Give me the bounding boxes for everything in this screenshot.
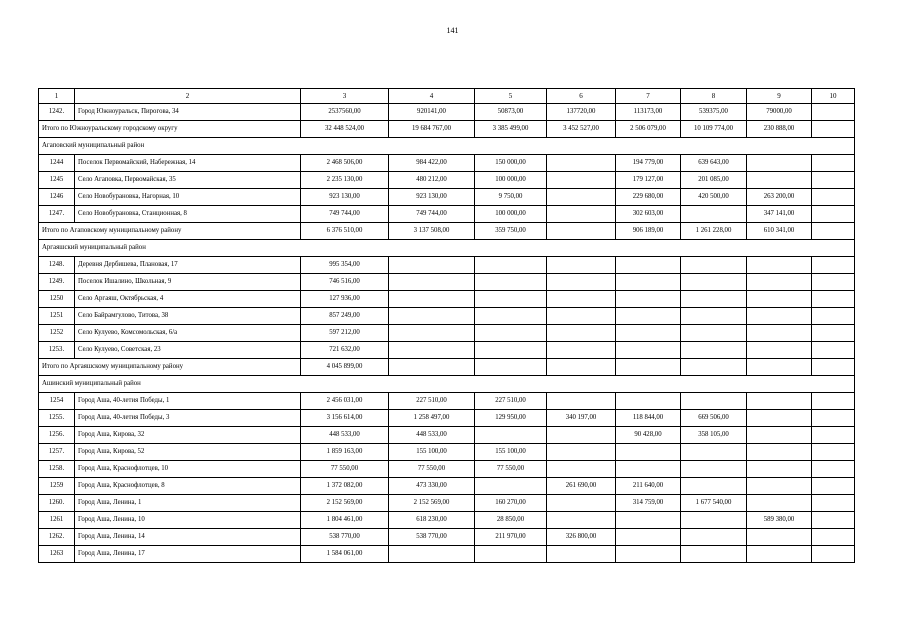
value-cell [812,291,855,308]
value-cell: 589 380,00 [747,512,812,529]
table-row [39,478,855,495]
table-row [39,206,855,223]
value-cell [812,478,855,495]
value-cell [681,308,747,325]
row-number: 1253. [39,342,75,359]
total-row [39,359,855,376]
value-cell [475,308,547,325]
row-number: 1254 [39,393,75,410]
value-cell [812,274,855,291]
value-cell [812,410,855,427]
value-cell: 923 130,00 [301,189,389,206]
value-cell: 597 212,00 [301,325,389,342]
address-cell: Город Аша, Ленина, 10 [75,512,301,529]
value-cell [389,291,475,308]
address-cell: Город Южноуральск, Пирогова, 34 [75,104,301,121]
value-cell: 749 744,00 [389,206,475,223]
address-cell: Город Аша, Кирова, 52 [75,444,301,461]
value-cell [547,342,616,359]
value-cell: 129 950,00 [475,410,547,427]
value-cell [747,342,812,359]
value-cell: 194 779,00 [616,155,681,172]
section-row [39,240,855,257]
column-header: 5 [475,89,547,104]
value-cell [616,461,681,478]
value-cell [747,155,812,172]
total-label: Итого по Южноуральскому городскому округу [39,121,301,138]
value-cell: 227 510,00 [389,393,475,410]
value-cell: 90 428,00 [616,427,681,444]
value-cell [812,342,855,359]
address-cell: Поселок Первомайский, Набережная, 14 [75,155,301,172]
column-header: 9 [747,89,812,104]
value-cell: 50873,00 [475,104,547,121]
value-cell: 77 550,00 [389,461,475,478]
value-cell [547,291,616,308]
value-cell [747,444,812,461]
value-cell [547,325,616,342]
value-cell [681,257,747,274]
value-cell [681,325,747,342]
value-cell: 2 468 506,00 [301,155,389,172]
value-cell [389,546,475,563]
value-cell [812,325,855,342]
value-cell [389,342,475,359]
value-cell [475,546,547,563]
value-cell: 2 235 130,00 [301,172,389,189]
value-cell [747,546,812,563]
value-cell [547,223,616,240]
table-row [39,172,855,189]
value-cell: 10 109 774,00 [681,121,747,138]
row-number: 1244 [39,155,75,172]
value-cell [547,359,616,376]
value-cell: 610 341,00 [747,223,812,240]
value-cell [681,478,747,495]
value-cell: 77 550,00 [301,461,389,478]
value-cell: 347 141,00 [747,206,812,223]
value-cell [475,291,547,308]
row-number: 1247. [39,206,75,223]
value-cell [812,223,855,240]
value-cell: 2 152 569,00 [301,495,389,512]
value-cell [547,308,616,325]
value-cell: 2537560,00 [301,104,389,121]
address-cell: Город Аша, Кирова, 32 [75,427,301,444]
value-cell: 340 197,00 [547,410,616,427]
value-cell [475,274,547,291]
value-cell [812,529,855,546]
table-row [39,427,855,444]
value-cell [547,427,616,444]
value-cell [681,461,747,478]
value-cell [547,206,616,223]
value-cell: 227 510,00 [475,393,547,410]
value-cell: 3 137 508,00 [389,223,475,240]
value-cell: 314 759,00 [616,495,681,512]
value-cell: 746 516,00 [301,274,389,291]
column-header: 7 [616,89,681,104]
address-cell: Город Аша, 40-летия Победы, 3 [75,410,301,427]
value-cell: 1 372 082,00 [301,478,389,495]
value-cell: 160 270,00 [475,495,547,512]
value-cell [747,529,812,546]
value-cell: 79000,00 [747,104,812,121]
value-cell: 211 970,00 [475,529,547,546]
value-cell [747,325,812,342]
value-cell: 100 000,00 [475,206,547,223]
value-cell [547,495,616,512]
value-cell [812,427,855,444]
value-cell: 721 632,00 [301,342,389,359]
value-cell [616,444,681,461]
value-cell [475,359,547,376]
value-cell: 6 376 510,00 [301,223,389,240]
value-cell [747,172,812,189]
value-cell: 229 680,00 [616,189,681,206]
address-cell: Село Новобурановка, Станционная, 8 [75,206,301,223]
value-cell [616,308,681,325]
value-cell: 1 261 228,00 [681,223,747,240]
row-number: 1261 [39,512,75,529]
value-cell: 1 804 461,00 [301,512,389,529]
value-cell: 155 100,00 [389,444,475,461]
value-cell: 211 640,00 [616,478,681,495]
section-row [39,138,855,155]
value-cell [547,257,616,274]
value-cell: 155 100,00 [475,444,547,461]
value-cell [389,359,475,376]
row-number: 1251 [39,308,75,325]
address-cell: Село Аргаяш, Октябрьская, 4 [75,291,301,308]
value-cell [547,461,616,478]
value-cell: 1 258 497,00 [389,410,475,427]
column-header: 10 [812,89,855,104]
table-row [39,308,855,325]
value-cell: 359 750,00 [475,223,547,240]
value-cell: 100 000,00 [475,172,547,189]
value-cell: 230 888,00 [747,121,812,138]
table-header-row [39,89,855,104]
value-cell: 639 643,00 [681,155,747,172]
value-cell [681,512,747,529]
value-cell [475,342,547,359]
value-cell [812,444,855,461]
value-cell [616,325,681,342]
value-cell: 9 750,00 [475,189,547,206]
value-cell: 538 770,00 [301,529,389,546]
value-cell: 2 456 031,00 [301,393,389,410]
row-number: 1245 [39,172,75,189]
value-cell [389,308,475,325]
value-cell [747,308,812,325]
value-cell [389,257,475,274]
value-cell: 1 584 061,00 [301,546,389,563]
table-row [39,291,855,308]
value-cell: 127 936,00 [301,291,389,308]
value-cell [547,189,616,206]
value-cell [389,274,475,291]
total-label: Итого по Аргаяшскому муниципальному району [39,359,301,376]
table-row [39,257,855,274]
row-number: 1242. [39,104,75,121]
row-number: 1256. [39,427,75,444]
row-number: 1259 [39,478,75,495]
table-row [39,461,855,478]
value-cell: 984 422,00 [389,155,475,172]
value-cell: 302 603,00 [616,206,681,223]
value-cell: 2 506 079,00 [616,121,681,138]
table-row [39,104,855,121]
value-cell: 906 189,00 [616,223,681,240]
value-cell [747,393,812,410]
value-cell [616,274,681,291]
value-cell: 201 085,00 [681,172,747,189]
row-number: 1250 [39,291,75,308]
address-cell: Село Агаповка, Первомайская, 35 [75,172,301,189]
value-cell [681,274,747,291]
address-cell: Село Кулуево, Советская, 23 [75,342,301,359]
value-cell [812,257,855,274]
value-cell: 473 330,00 [389,478,475,495]
value-cell: 618 230,00 [389,512,475,529]
value-cell [681,546,747,563]
table-row [39,274,855,291]
section-title: Аргаяшский муниципальный район [39,240,855,257]
table-row [39,342,855,359]
address-cell: Город Аша, Ленина, 17 [75,546,301,563]
row-number: 1260. [39,495,75,512]
address-cell: Город Аша, Краснофлотцев, 8 [75,478,301,495]
value-cell [616,393,681,410]
value-cell [475,427,547,444]
value-cell [681,529,747,546]
table-row [39,393,855,410]
page-number: 141 [446,26,459,35]
data-table [38,88,855,563]
row-number: 1252 [39,325,75,342]
total-row [39,121,855,138]
value-cell [812,189,855,206]
column-header: 6 [547,89,616,104]
value-cell [616,342,681,359]
value-cell [475,478,547,495]
value-cell: 2 152 569,00 [389,495,475,512]
value-cell: 32 448 524,00 [301,121,389,138]
table-row [39,325,855,342]
value-cell: 448 533,00 [301,427,389,444]
value-cell: 3 452 527,00 [547,121,616,138]
column-header: 2 [75,89,301,104]
row-number: 1262. [39,529,75,546]
value-cell [747,461,812,478]
value-cell [616,291,681,308]
value-cell: 923 130,00 [389,189,475,206]
value-cell: 150 000,00 [475,155,547,172]
value-cell: 448 533,00 [389,427,475,444]
column-header: 1 [39,89,75,104]
value-cell [812,104,855,121]
value-cell [812,461,855,478]
section-title: Ашинский муниципальный район [39,376,855,393]
value-cell: 1 677 540,00 [681,495,747,512]
value-cell [681,444,747,461]
value-cell [812,121,855,138]
table-row [39,512,855,529]
table-row [39,189,855,206]
row-number: 1248. [39,257,75,274]
value-cell: 669 506,00 [681,410,747,427]
value-cell [681,342,747,359]
value-cell [747,478,812,495]
section-row [39,376,855,393]
section-title: Агаповский муниципальный район [39,138,855,155]
value-cell [747,359,812,376]
value-cell [747,495,812,512]
value-cell [547,155,616,172]
value-cell [681,359,747,376]
value-cell [812,512,855,529]
value-cell [812,172,855,189]
value-cell: 4 045 899,00 [301,359,389,376]
address-cell: Село Новобурановка, Нагорная, 10 [75,189,301,206]
value-cell [681,393,747,410]
value-cell [547,172,616,189]
value-cell: 3 385 499,00 [475,121,547,138]
value-cell: 28 850,00 [475,512,547,529]
value-cell [747,274,812,291]
row-number: 1263 [39,546,75,563]
value-cell [616,512,681,529]
address-cell: Поселок Ишалино, Школьная, 9 [75,274,301,291]
table-row [39,546,855,563]
value-cell: 261 690,00 [547,478,616,495]
value-cell: 1 859 163,00 [301,444,389,461]
address-cell: Город Аша, 40-летия Победы, 1 [75,393,301,410]
value-cell [747,291,812,308]
value-cell: 77 550,00 [475,461,547,478]
value-cell: 179 127,00 [616,172,681,189]
value-cell [747,427,812,444]
value-cell [812,546,855,563]
value-cell [812,308,855,325]
value-cell: 19 684 767,00 [389,121,475,138]
value-cell [681,206,747,223]
value-cell [547,274,616,291]
value-cell [812,206,855,223]
address-cell: Село Кулуево, Комсомольская, 6/а [75,325,301,342]
row-number: 1255. [39,410,75,427]
value-cell [547,512,616,529]
row-number: 1249. [39,274,75,291]
value-cell: 113173,00 [616,104,681,121]
value-cell: 539375,00 [681,104,747,121]
value-cell: 137720,00 [547,104,616,121]
row-number: 1246 [39,189,75,206]
value-cell: 3 156 614,00 [301,410,389,427]
table-row [39,529,855,546]
address-cell: Село Байрамгулово, Титова, 38 [75,308,301,325]
value-cell [812,393,855,410]
value-cell: 118 844,00 [616,410,681,427]
total-label: Итого по Агаповскому муниципальному району [39,223,301,240]
value-cell [812,155,855,172]
value-cell: 358 105,00 [681,427,747,444]
address-cell: Город Аша, Ленина, 14 [75,529,301,546]
column-header: 4 [389,89,475,104]
value-cell [812,495,855,512]
row-number: 1258. [39,461,75,478]
value-cell [616,529,681,546]
value-cell [812,359,855,376]
value-cell [616,257,681,274]
address-cell: Деревня Дербишева, Плановая, 17 [75,257,301,274]
value-cell [547,393,616,410]
value-cell [616,359,681,376]
total-row [39,223,855,240]
value-cell [616,546,681,563]
value-cell: 995 354,00 [301,257,389,274]
value-cell: 480 212,00 [389,172,475,189]
table-row [39,444,855,461]
value-cell: 420 500,00 [681,189,747,206]
column-header: 8 [681,89,747,104]
value-cell [681,291,747,308]
row-number: 1257. [39,444,75,461]
value-cell: 538 770,00 [389,529,475,546]
value-cell [547,444,616,461]
address-cell: Город Аша, Ленина, 1 [75,495,301,512]
value-cell [389,325,475,342]
table-row [39,495,855,512]
value-cell [747,410,812,427]
value-cell: 857 249,00 [301,308,389,325]
value-cell [475,257,547,274]
value-cell [547,546,616,563]
table-row [39,410,855,427]
value-cell [747,257,812,274]
value-cell: 263 200,00 [747,189,812,206]
address-cell: Город Аша, Краснофлотцев, 10 [75,461,301,478]
value-cell: 920141,00 [389,104,475,121]
value-cell: 749 744,00 [301,206,389,223]
value-cell: 326 800,00 [547,529,616,546]
column-header: 3 [301,89,389,104]
table-row [39,155,855,172]
value-cell [475,325,547,342]
